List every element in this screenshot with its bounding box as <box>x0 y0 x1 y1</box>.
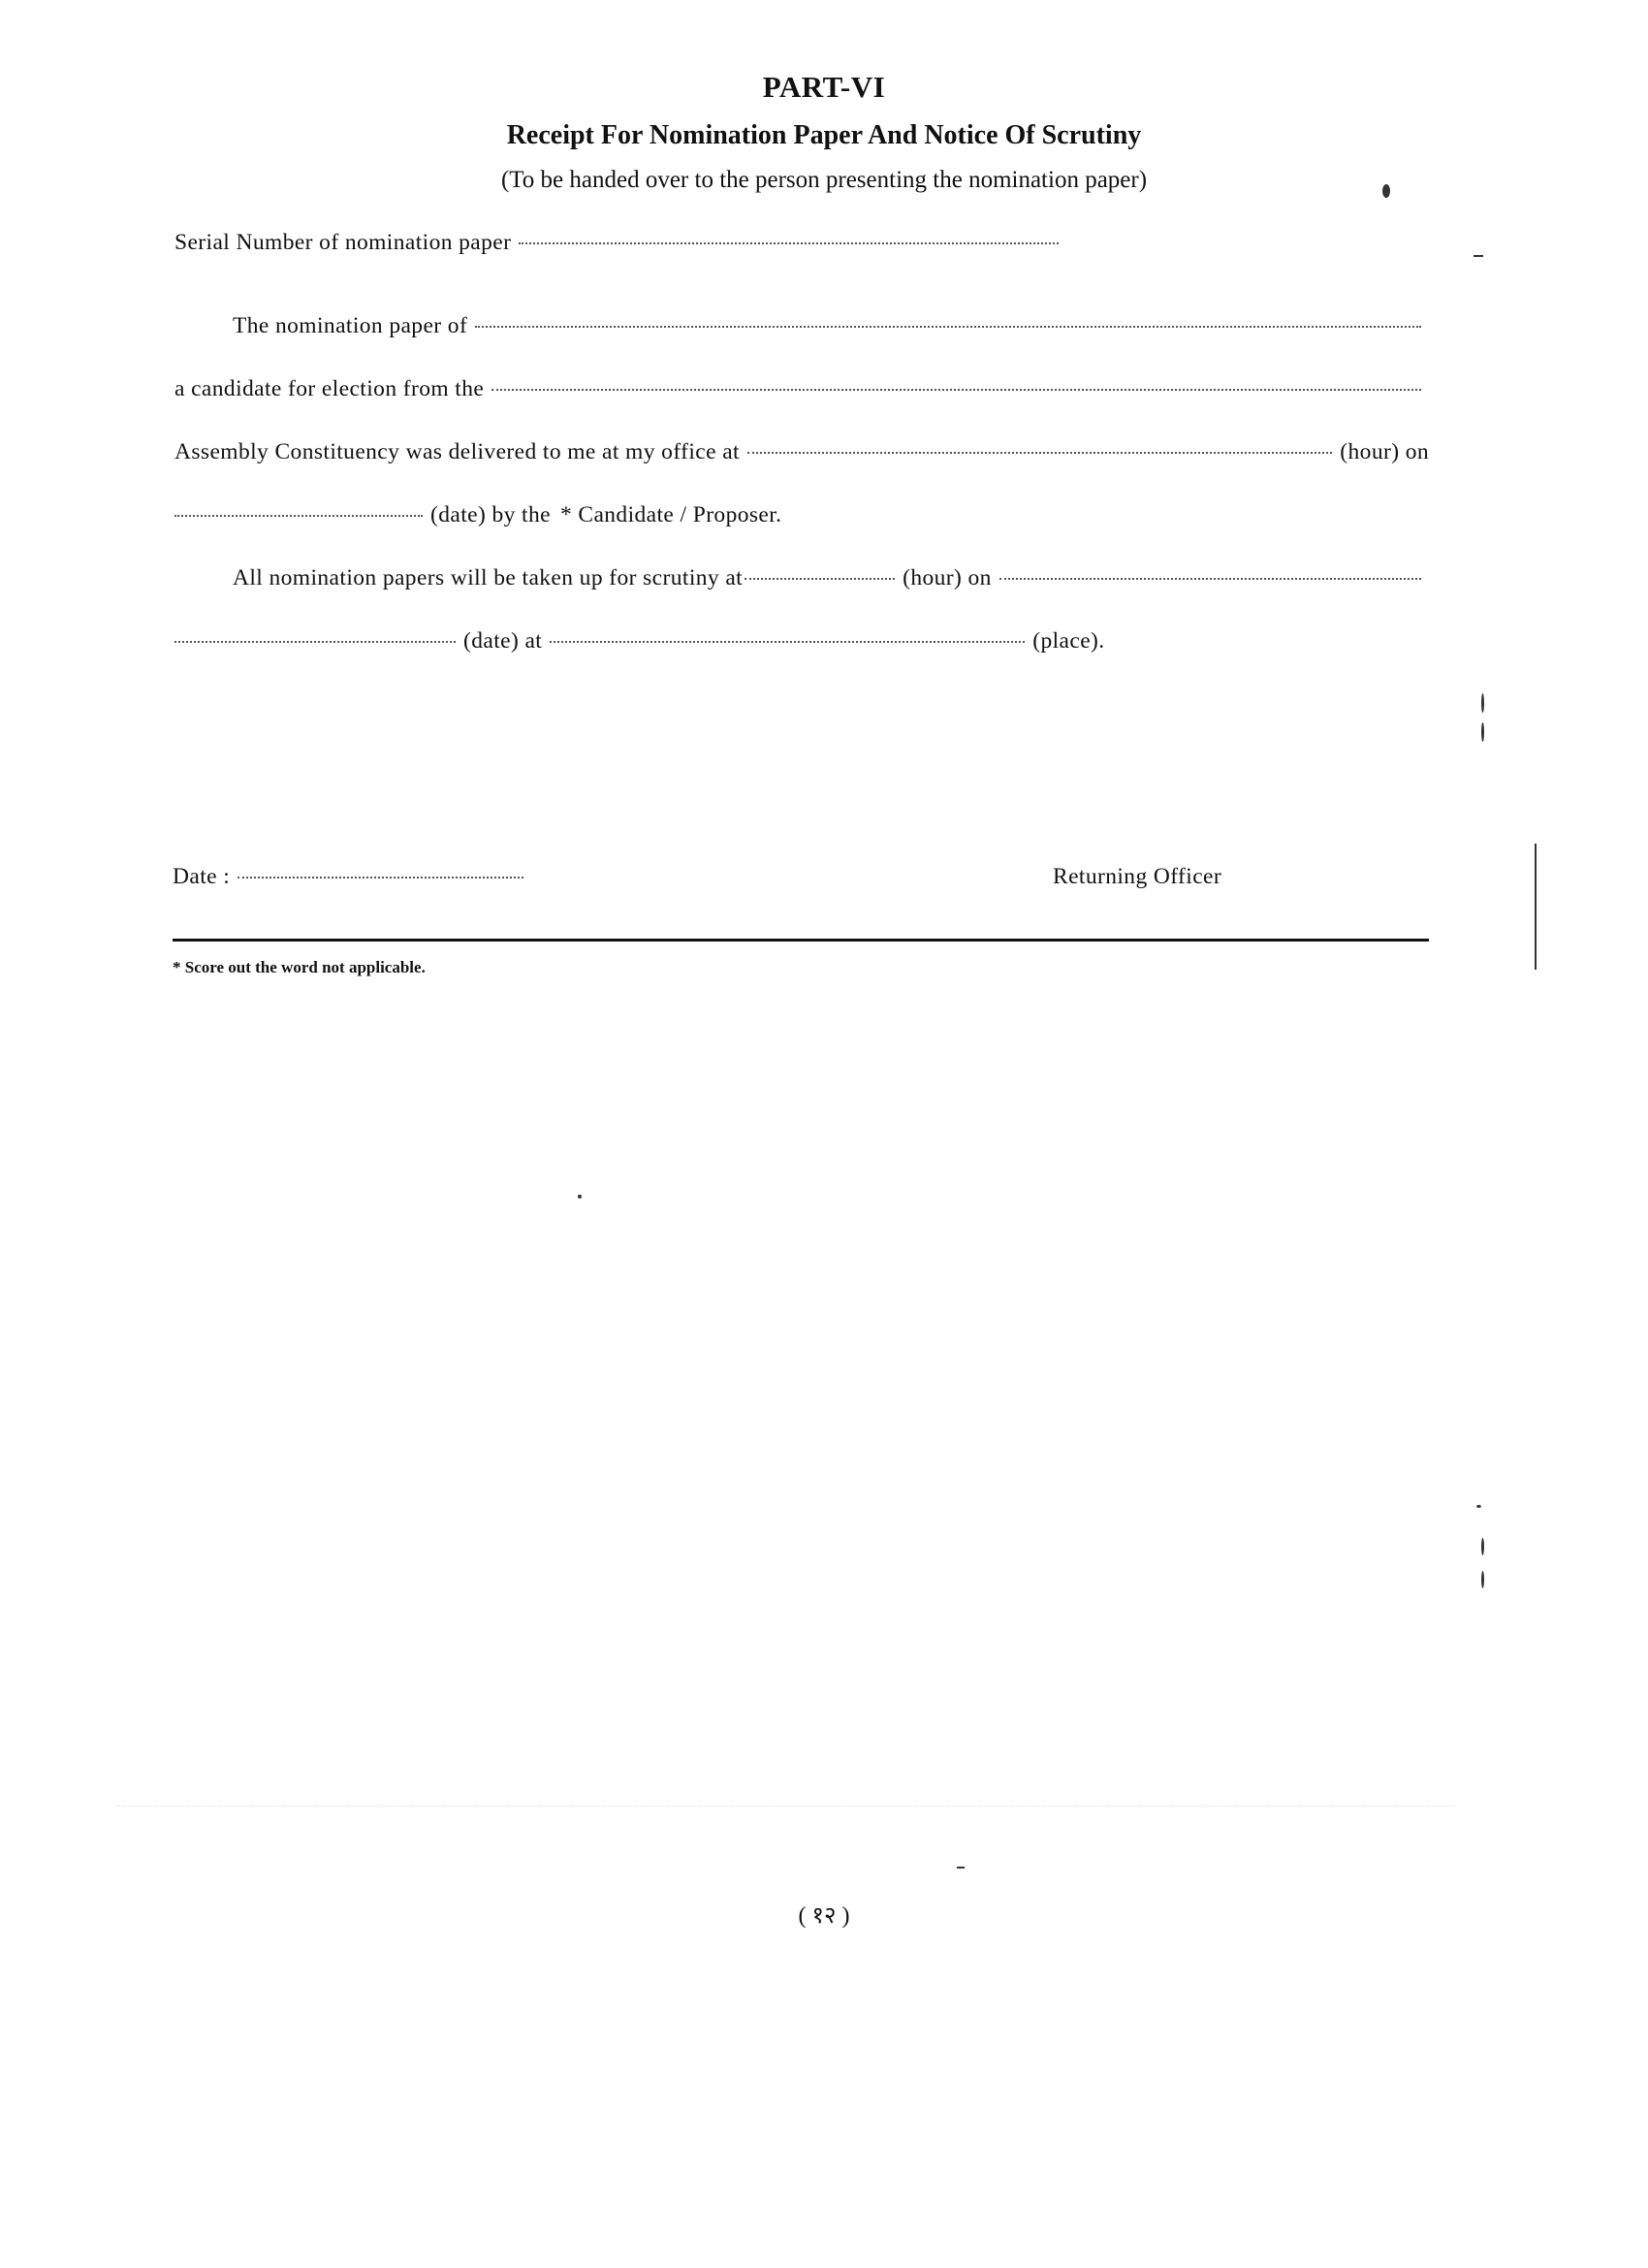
date-by-label: (date) by the <box>430 502 551 527</box>
returning-officer-row <box>1053 864 1221 899</box>
delivered-label: Assembly Constituency was delivered to me at my office at <box>174 439 740 464</box>
delivery-hour-field[interactable] <box>747 452 1332 454</box>
date-at-row <box>174 628 1241 663</box>
scrutiny-hour-label: (hour) on <box>903 565 992 591</box>
candidate-proposer-label: * Candidate / Proposer. <box>559 502 782 527</box>
scrutiny-hour-field[interactable] <box>745 578 895 580</box>
nomination-of-row <box>233 313 1429 348</box>
hour-label: (hour) on <box>1340 439 1429 464</box>
page-number: ( १२ ) <box>798 1903 850 1929</box>
scan-mark <box>1481 722 1484 742</box>
delivery-date-field[interactable] <box>174 515 423 517</box>
scrutiny-place-field[interactable] <box>550 641 1025 643</box>
scan-mark <box>1476 1505 1481 1508</box>
date-row <box>173 864 531 899</box>
serial-number-row <box>174 230 1066 265</box>
scan-mark <box>578 1195 582 1198</box>
serial-number-field[interactable] <box>519 242 1059 244</box>
bleed-through-text <box>116 1784 1474 1833</box>
candidate-from-row <box>174 376 1429 411</box>
scan-mark <box>1474 255 1483 257</box>
date-field[interactable] <box>238 877 523 878</box>
scan-mark <box>1535 844 1537 970</box>
candidate-from-label: a candidate for election from the <box>174 376 485 401</box>
scan-mark <box>957 1867 965 1869</box>
scrutiny-date-continued-field[interactable] <box>174 641 456 643</box>
scrutiny-date-field[interactable] <box>999 578 1421 580</box>
place-label: (place). <box>1032 628 1105 654</box>
footnote-divider <box>173 939 1429 942</box>
date-at-label: (date) at <box>463 628 543 654</box>
scan-mark <box>1382 184 1390 198</box>
returning-officer-label: Returning Officer <box>1053 864 1222 889</box>
scrutiny-row <box>233 565 1429 600</box>
scan-mark <box>1481 693 1484 713</box>
serial-number-label: Serial Number of nomination paper <box>174 230 512 255</box>
date-label: Date : <box>173 864 231 889</box>
form-heading: Receipt For Nomination Paper And Notice Of Scrutiny <box>506 120 1142 150</box>
footnote: * Score out the word not applicable. <box>173 958 426 976</box>
scan-mark <box>1481 1538 1484 1555</box>
scan-mark <box>1481 1571 1484 1588</box>
nomination-of-label: The nomination paper of <box>233 313 468 338</box>
constituency-field[interactable] <box>491 389 1421 391</box>
scrutiny-label: All nomination papers will be taken up for scrutiny at <box>233 565 744 591</box>
candidate-name-field[interactable] <box>475 326 1421 328</box>
date-by-row <box>174 502 1047 537</box>
part-title: PART-VI <box>762 70 886 104</box>
form-subtitle: (To be handed over to the person presenting the nomination paper) <box>500 167 1148 193</box>
delivered-row <box>174 439 1429 474</box>
